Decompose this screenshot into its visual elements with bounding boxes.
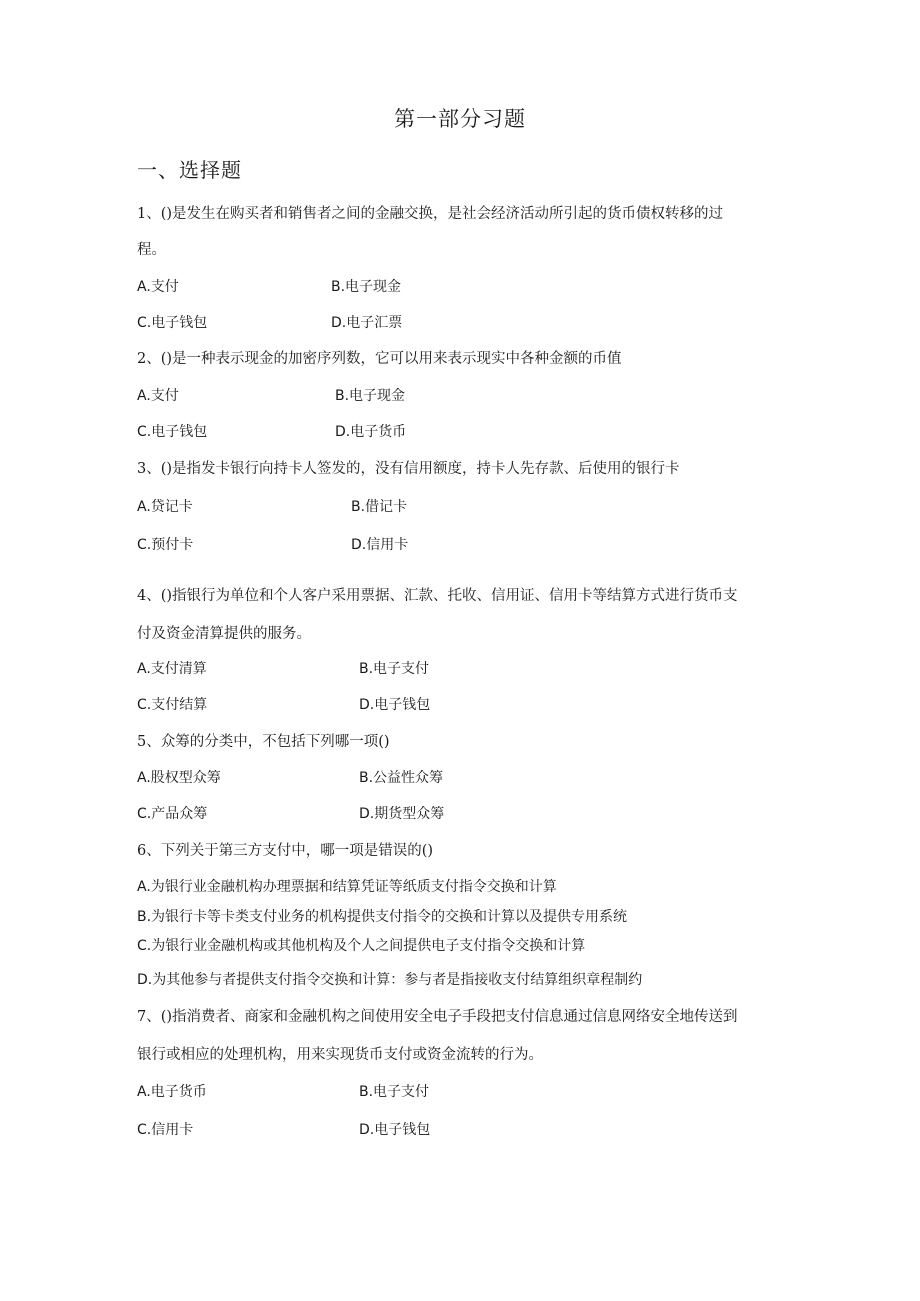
question-4-text-line-1: 4、()指银行为单位和个人客户采用票据、汇款、托收、信用证、信用卡等结算方式进行货币支 — [137, 588, 738, 604]
question-4-text-line-2: 付及资金清算提供的服务。 — [137, 626, 311, 642]
question-2-text-line-1: 2、()是一种表示现金的加密序列数，它可以用来表示现实中各种金额的币值 — [137, 351, 622, 367]
question-2-option-d: D.电子货币 — [335, 424, 407, 440]
question-1-option-a: A.支付 — [137, 279, 179, 295]
question-6-option-c: C.为银行业金融机构或其他机构及个人之间提供电子支付指令交换和计算 — [137, 938, 586, 954]
question-5-option-b: B.公益性众筹 — [359, 770, 444, 786]
question-3-option-b: B.借记卡 — [351, 499, 408, 515]
page-title: 第一部分习题 — [394, 107, 526, 131]
question-1-option-c: C.电子钱包 — [137, 315, 208, 331]
question-1-text-line-2: 程。 — [137, 242, 166, 258]
question-2-option-c: C.电子钱包 — [137, 424, 208, 440]
question-2-option-b: B.电子现金 — [335, 388, 406, 404]
question-3-option-a: A.贷记卡 — [137, 499, 193, 515]
question-1-text-line-1: 1、()是发生在购买者和销售者之间的金融交换，是社会经济活动所引起的货币债权转移的过 — [137, 206, 724, 222]
question-7-option-b: B.电子支付 — [359, 1084, 430, 1100]
question-3-option-d: D.信用卡 — [351, 537, 409, 553]
question-5-text-line-1: 5、众筹的分类中，不包括下列哪一项() — [137, 734, 390, 750]
question-7-text-line-1: 7、()指消费者、商家和金融机构之间使用安全电子手段把支付信息通过信息网络安全地传送到 — [137, 1009, 738, 1025]
question-6-option-d: D.为其他参与者提供支付指令交换和计算：参与者是指接收支付结算组织章程制约 — [137, 972, 643, 988]
question-4-option-c: C.支付结算 — [137, 697, 208, 713]
question-1-option-d: D.电子汇票 — [331, 315, 403, 331]
section-heading: 一、选择题 — [137, 158, 242, 182]
question-3-text-line-1: 3、()是指发卡银行向持卡人签发的，没有信用额度，持卡人先存款、后使用的银行卡 — [137, 461, 680, 477]
question-3-option-c: C.预付卡 — [137, 537, 194, 553]
question-4-option-b: B.电子支付 — [359, 661, 430, 677]
question-5-option-a: A.股权型众筹 — [137, 770, 221, 786]
question-7-option-c: C.信用卡 — [137, 1122, 194, 1138]
question-7-option-d: D.电子钱包 — [359, 1122, 431, 1138]
question-1-option-b: B.电子现金 — [331, 279, 402, 295]
question-7-text-line-2: 银行或相应的处理机构，用来实现货币支付或资金流转的行为。 — [137, 1047, 543, 1063]
question-6-option-a: A.为银行业金融机构办理票据和结算凭证等纸质支付指令交换和计算 — [137, 879, 557, 895]
question-5-option-c: C.产品众筹 — [137, 806, 208, 822]
question-4-option-d: D.电子钱包 — [359, 697, 431, 713]
question-2-option-a: A.支付 — [137, 388, 179, 404]
question-6-text-line-1: 6、下列关于第三方支付中，哪一项是错误的() — [137, 843, 434, 859]
question-5-option-d: D.期货型众筹 — [359, 806, 445, 822]
question-4-option-a: A.支付清算 — [137, 661, 207, 677]
question-7-option-a: A.电子货币 — [137, 1084, 207, 1100]
question-6-option-b: B.为银行卡等卡类支付业务的机构提供支付指令的交换和计算以及提供专用系统 — [137, 909, 628, 925]
